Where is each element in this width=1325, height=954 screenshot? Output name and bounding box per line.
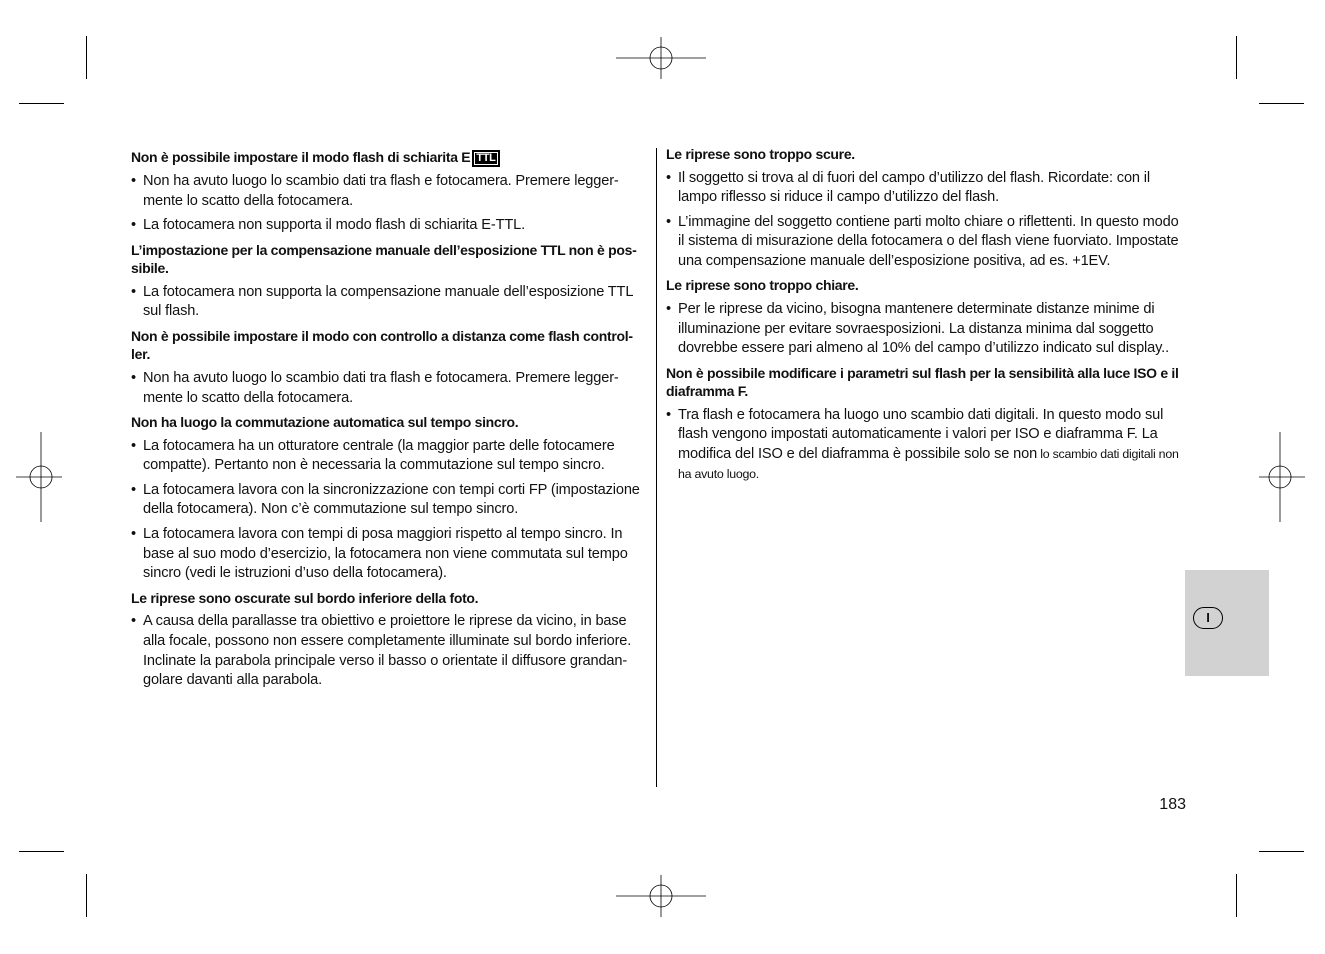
bullet-item: • Tra flash e fotocamera ha luogo uno scambio dati digitali. In questo modo sul flash vengono impostati automaticamente i valori per ISO e diaframma F. La modifica del ISO e del diaframma è possibile solo se non lo scambio dati digitali non ha avuto luogo.	[666, 406, 1186, 484]
bullet-item: • La fotocamera lavora con tempi di posa maggiori rispetto al tempo sincro. In base al suo modo d’esercizio, la fotocamera non viene commutata sul tempo sincro (vedi le istruzioni d’uso della fotocamera).	[131, 525, 651, 584]
ttl-badge: TTL	[472, 150, 499, 167]
language-tab	[1185, 570, 1269, 676]
crop-mark	[19, 103, 64, 104]
bullet-item: • La fotocamera lavora con la sincronizzazione con tempi corti FP (impostazione della fotocamera). Non c’è commutazione sul tempo sincro.	[131, 481, 651, 520]
bullet-item: • L’immagine del soggetto contiene parti molto chiare o riflettenti. In questo modo il sistema di misurazione della fotocamera o del flash viene fuorviato. Impostate una compensazione manuale dell’esposizione positiva, ad es. +1EV.	[666, 213, 1186, 272]
registration-mark-icon	[616, 851, 706, 941]
bullet-item: • Il soggetto si trova al di fuori del campo d’utilizzo del flash. Ricordate: con il lampo riflesso si riduce il campo d’utilizzo del flash.	[666, 169, 1186, 208]
registration-mark-icon	[0, 432, 86, 522]
language-badge: I	[1193, 607, 1223, 629]
section-heading: Le riprese sono troppo chiare.	[666, 277, 859, 294]
registration-mark-icon	[1235, 432, 1325, 522]
crop-mark	[1259, 851, 1304, 852]
left-column	[131, 148, 651, 696]
page-number: 183	[1159, 796, 1186, 813]
column-divider	[656, 148, 657, 787]
bullet-item: • La fotocamera non supporta la compensazione manuale dell’esposizione TTL sul flash.	[131, 283, 651, 322]
bullet-item: • La fotocamera ha un otturatore centrale (la maggior parte delle fotocamere compatte). Pertanto non è necessaria la commutazione sul tempo sincro.	[131, 437, 651, 476]
section-heading: Non ha luogo la commutazione automatica sul tempo sincro.	[131, 414, 519, 431]
registration-mark-icon	[616, 13, 706, 103]
section-heading: Non è possibile impostare il modo con controllo a distanza come flash control-ler.	[131, 327, 633, 363]
bullet-item: • Per le riprese da vicino, bisogna mantenere determinate distanze minime di illuminazione per evitare sovraesposizioni. La distanza minima dal soggetto dovrebbe essere pari almeno al 10% del campo d’utilizzo indicato sul display..	[666, 300, 1186, 359]
crop-mark	[19, 851, 64, 852]
bullet-item: • La fotocamera non supporta il modo flash di schiarita E-TTL.	[131, 216, 651, 236]
crop-mark	[86, 36, 87, 79]
bullet-item: • Non ha avuto luogo lo scambio dati tra flash e fotocamera. Premere legger-mente lo scatto della fotocamera.	[131, 172, 651, 211]
section-heading: Non è possibile modificare i parametri sul flash per la sensibilità alla luce ISO e il diaframma F.	[666, 364, 1179, 400]
right-column	[666, 145, 1186, 489]
section-heading: Non è possibile impostare il modo flash di schiarita E TTL	[131, 148, 651, 167]
section-heading: Le riprese sono troppo scure.	[666, 146, 855, 162]
bullet-item: • A causa della parallasse tra obiettivo e proiettore le riprese da vicino, in base alla focale, possono non essere completamente illuminate sul bordo inferiore. Inclinate la parabola principale verso il basso o orientate il diffusore grandan-golare davanti alla parabola.	[131, 612, 651, 690]
crop-mark	[1236, 874, 1237, 917]
section-heading: Le riprese sono oscurate sul bordo inferiore della foto.	[131, 589, 479, 606]
crop-mark	[1236, 36, 1237, 79]
crop-mark	[86, 874, 87, 917]
crop-mark	[1259, 103, 1304, 104]
bullet-item: • Non ha avuto luogo lo scambio dati tra flash e fotocamera. Premere legger-mente lo scatto della fotocamera.	[131, 369, 651, 408]
section-heading: L’impostazione per la compensazione manuale dell’esposizione TTL non è pos-sibile.	[131, 241, 637, 277]
